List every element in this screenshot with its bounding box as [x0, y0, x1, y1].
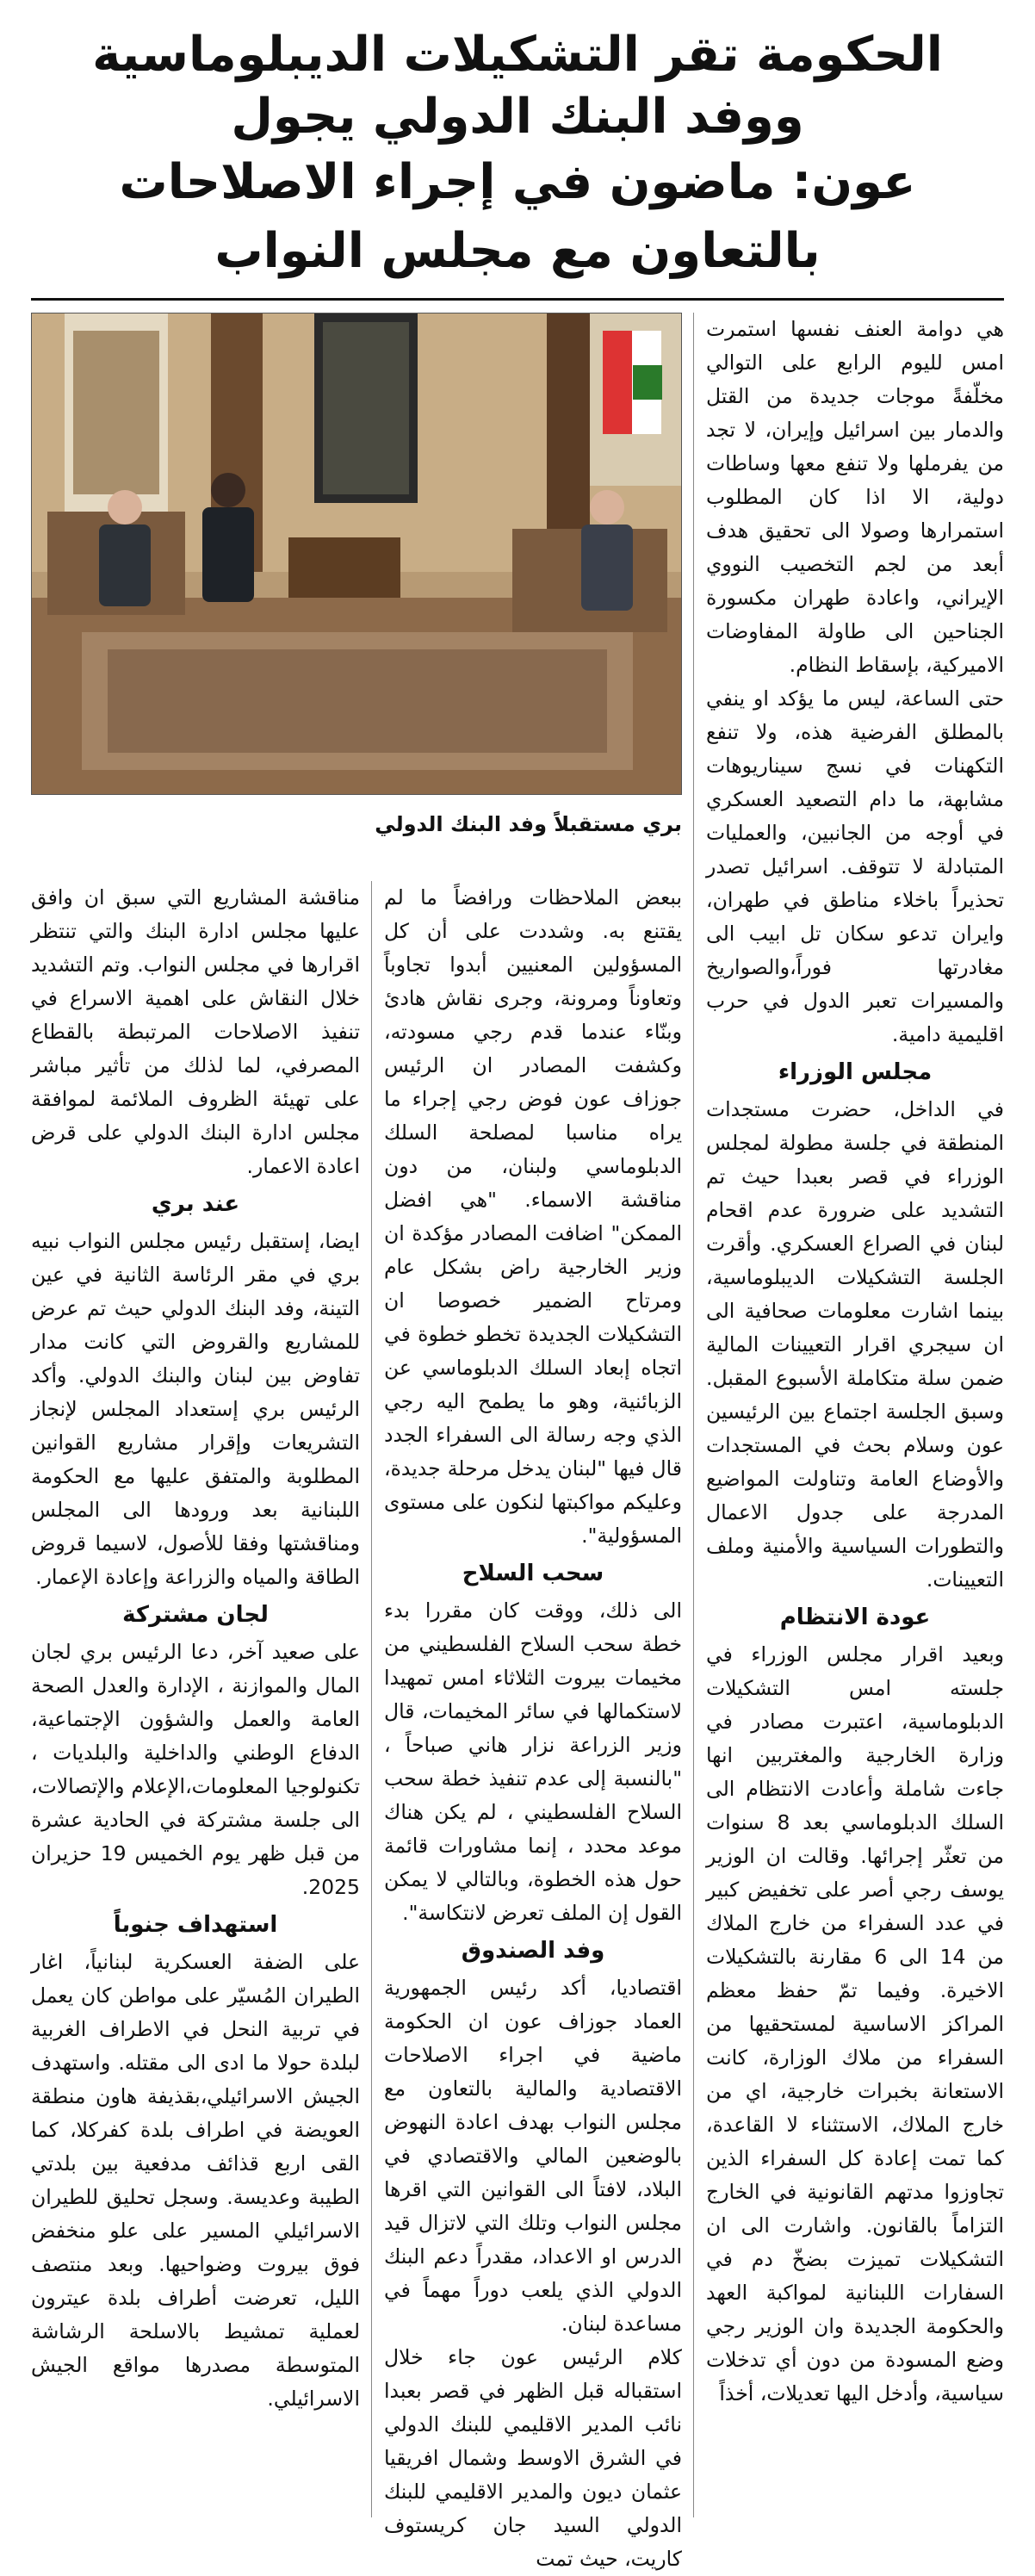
- paragraph: ايضا، إستقبل رئيس مجلس النواب نبيه بري في مقر الرئاسة الثانية في عين التينة، وفد البنك الدولي حيث تم عرض للمشاريع والقروض التي كانت مدار تفاوض بين لبنان والبنك الدولي. وأكد الرئيس بري إستعداد المجلس لإنجاز التشريعات وإقرار مشاريع القوانين المطلوبة والمتفق عليها مع الحكومة اللبنانية بعد ورودها الى المجلس ومناقشتها وفقا للأصول، لاسيما قروض الطاقة والمياه والزراعة وإعادة الإعمار.: [31, 1229, 360, 1589]
- column-divider: [693, 313, 694, 2517]
- meeting-photo: [31, 313, 682, 795]
- subheading-cabinet: مجلس الوزراء: [778, 1059, 933, 1085]
- paragraph: في الداخل، حضرت مستجدات المنطقة في جلسة مطولة لمجلس الوزراء في قصر بعبدا حيث تم التشديد على ضرورة عدم اقحام لبنان في الصراع العسكري. وأقرت الجلسة التشكيلات الديبلوماسية، بينما اشارت معلومات صحافية الى ان سيجري اقرار التعيينات المالية ضمن سلة متكاملة الأسبوع المقبل. وسبق الجلسة اجتماع بين الرئيسين عون وسلام بحث في المستجدات والأوضاع العامة وتناولت المواضيع المدرجة على جدول الاعمال والتطورات السياسية والأمنية وملف التعيينات.: [706, 1097, 1004, 1592]
- photo-block: [31, 313, 682, 841]
- paragraph: على الضفة العسكرية لبنانياً، اغار الطيران المُسيّر على مواطن كان يعمل في تربية النحل في الاطراف الغربية لبلدة حولا ما ادى الى مقتله. واستهدف الجيش الاسرائيلي،بقذيفة هاون منطقة العويضة في اطراف بلدة كفركلا، كما القى اربع قذائف مدفعية بين بلدتي الطيبة وعديسة. وسجل تحليق للطيران الاسرائيلي المسير على علو منخفض فوق بيروت وضواحيها. وبعد منتصف الليل، تعرضت أطراف بلدة عيترون لعملية تمشيط بالاسلحة الرشاشة المتوسطة مصدرها مواقع الجيش الاسرائيلي.: [31, 1950, 360, 2411]
- subheading-berri: عند بري: [151, 1191, 240, 1217]
- paragraph: ببعض الملاحظات ورافضاً ما لم يقتنع به. وشددت على أن كل المسؤولين المعنيين أبدوا تجاوباً وتعاوناً ومرونة، وجرى نقاش هادئ وبنّاء عندما قدم رجي مسودته، وكشفت المصادر ان الرئيس جوزاف عون فوض رجي إجراء ما يراه مناسبا لمصلحة السلك الدبلوماسي ولبنان، من دون مناقشة الاسماء. "هي افضل الممكن" اضافت المصادر مؤكدة ان وزير الخارجية راض بشكل عام ومرتاح الضمير خصوصا ان التشكيلات الجديدة تخطو خطوة في اتجاه إبعاد السلك الدبلوماسي عن الزبائنية، وهو ما يطمح اليه رجي الذي وجه رسالة الى السفراء الجدد قال فيها "لبنان يدخل مرحلة جديدة، وعليكم مواكبتها لنكون على مستوى المسؤولية".: [384, 885, 682, 1548]
- paragraph: وبعيد اقرار مجلس الوزراء في جلسته امس التشكيلات الدبلوماسية، اعتبرت مصادر في وزارة الخارجية والمغتربين انها جاءت شاملة وأعادت الانتظام الى السلك الدبلوماسي بعد 8 سنوات من تعثّر إجرائها. وقالت ان الوزير يوسف رجي أصر على تخفيض كبير في عدد السفراء من خارج الملاك من 14 الى 6 مقارنة بالتشكيلات الاخيرة. وفيما تمّ حفظ معظم المراكز الاساسية لمستحقيها من السفراء من ملاك الوزارة، كانت الاستعانة بخبرات خارجية، اي من خارج الملاك، الاستثناء لا القاعدة، كما تمت إعادة كل السفراء الذين تجاوزوا مدتهم القانونية في الخارج التزاماً بالقانون. واشارت الى ان التشكيلات تميزت بضخّ دم في السفارات اللبنانية لمواكبة العهد والحكومة الجديدة وان الوزير رجي وضع المسودة من دون أي تدخلات سياسية، وأدخل اليها تعديلات، أخذاً: [706, 1642, 1004, 2405]
- paragraph: حتى الساعة، ليس ما يؤكد او ينفي بالمطلق الفرضية هذه، ولا تنفع التكهنات في نسج سيناريوهات مشابهة، ما دام التصعيد العسكري في أوجه من الجانبين، والعمليات المتبادلة لا تتوقف. اسرائيل تصدر تحذيراً باخلاء مناطق في طهران، وايران تدعو سكان تل ابيب الى مغادرتها فوراً،والصواريخ والمسيرات تعبر الدول في حرب اقليمية دامية.: [706, 686, 1004, 1046]
- column-left: [31, 881, 360, 2416]
- photo-caption: بري مستقبلاً وفد البنك الدولي: [375, 812, 682, 836]
- subheading-fund-delegation: وفد الصندوق: [461, 1938, 605, 1964]
- column-divider: [371, 881, 372, 2517]
- article-body: [31, 313, 1004, 2571]
- headline-line-1: الحكومة تقر التشكيلات الديبلوماسية ووفد البنك الدولي يجول: [92, 27, 943, 145]
- subheading-return-of-order: عودة الانتظام: [779, 1605, 931, 1630]
- paragraph: هي دوامة العنف نفسها استمرت امس لليوم الرابع على التوالي مخلّفةً موجات جديدة من القتل والدمار بين اسرائيل وإيران، لا تجد من يفرملها ولا تنفع معها وساطات دولية، الا اذا كان المطلوب استمرارها وصولا الى تحقيق هدف أبعد من لجم التخصيب النووي الإيراني، واعادة طهران مكسورة الجناحين الى طاولة المفاوضات الاميركية، بإسقاط النظام.: [706, 317, 1004, 677]
- subheading-weapons-withdrawal: سحب السلاح: [462, 1561, 604, 1586]
- subheading-joint-committees: لجان مشتركة: [122, 1602, 269, 1628]
- headline: [31, 24, 1004, 286]
- headline-rule: [31, 298, 1004, 301]
- paragraph: الى ذلك، ووقت كان مقررا بدء خطة سحب السلاح الفلسطيني من مخيمات بيروت الثلاثاء امس تمهيدا لاستكمالها في سائر المخيمات، قال وزير الزراعة نزار هاني صباحاً ، "بالنسبة إلى عدم تنفيذ خطة سحب السلاح الفلسطيني ، لم يكن هناك موعد محدد ، إنما مشاورات قائمة حول هذه الخطوة، وبالتالي لا يمكن القول إن الملف تعرض لانتكاسة".: [384, 1598, 682, 1925]
- meeting-photo-illustration: [31, 313, 681, 795]
- paragraph: اقتصاديا، أكد رئيس الجمهورية العماد جوزاف عون ان الحكومة ماضية في اجراء الاصلاحات الاقتصادية والمالية بالتعاون مع مجلس النواب بهدف اعادة النهوض بالوضعين المالي والاقتصادي في البلاد، لافتاً الى القوانين التي اقرها مجلس النواب وتلك التي لاتزال قيد الدرس او الاعداد، مقدراً دعم البنك الدولي الذي يلعب دوراً مهماً في مساعدة لبنان.: [384, 1976, 682, 2336]
- column-middle: [384, 881, 682, 2576]
- headline-line-2: عون: ماضون في إجراء الاصلاحات بالتعاون مع مجلس النواب: [119, 154, 916, 279]
- column-right: [706, 313, 1004, 2411]
- paragraph: على صعيد آخر، دعا الرئيس بري لجان المال والموازنة ، الإدارة والعدل الصحة العامة والعمل والشؤون الإجتماعية، الدفاع الوطني والداخلية والبلديات ، تكنولوجيا المعلومات،الإعلام والإتصالات، الى جلسة مشتركة في الحادية عشرة من قبل ظهر يوم الخميس 19 حزيران 2025.: [31, 1640, 360, 1899]
- paragraph: مناقشة المشاريع التي سبق ان وافق عليها مجلس ادارة البنك والتي تنتظر اقرارها في مجلس النواب. وتم التشديد خلال النقاش على اهمية الاسراع في تنفيذ الاصلاحات المرتبطة بالقطاع المصرفي، لما لذلك من تأثير مباشر على تهيئة الظروف الملائمة لموافقة مجلس ادارة البنك الدولي على قرض اعادة الاعمار.: [31, 885, 360, 1178]
- subheading-south-strikes: استهداف جنوباً: [113, 1912, 278, 1938]
- paragraph: كلام الرئيس عون جاء خلال استقباله قبل الظهر في قصر بعبدا نائب المدير الاقليمي للبنك الدولي في الشرق الاوسط وشمال افريقيا عثمان ديون والمدير الاقليمي للبنك الدولي السيد جان كريستوف كاريت، حيث تمت: [384, 2345, 682, 2571]
